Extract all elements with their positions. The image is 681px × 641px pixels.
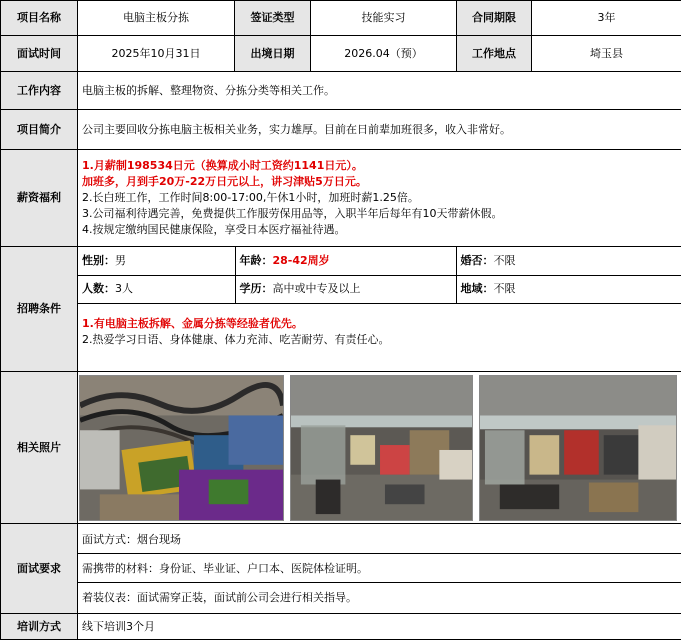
recruit-content [78, 247, 681, 372]
recruit-subtable [78, 247, 681, 304]
interview-req-content [78, 524, 681, 614]
edu-label: 学历： [239, 282, 273, 295]
married-label: 婚否： [460, 253, 494, 267]
married-value: 不限 [493, 253, 516, 267]
interview-time-label: 面试时间 [1, 36, 78, 72]
training-text: 线下培训3个月 [78, 614, 681, 640]
interview-time-value: 2025年10月31日 [78, 36, 235, 72]
salary-content [78, 150, 681, 247]
age-cell [235, 247, 456, 275]
interview-materials: 需携带的材料：身份证、毕业证、户口本、医院体检证明。 [78, 554, 681, 583]
work-content-label: 工作内容 [1, 72, 78, 110]
salary-line-1: 1.月薪制198534日元（换算成小时工资约1141日元）。 [82, 159, 363, 172]
training-label: 培训方式 [1, 614, 78, 640]
gender-cell [78, 247, 235, 275]
gender-value: 男 [115, 253, 126, 267]
count-cell [78, 275, 235, 303]
photos-content [78, 372, 681, 524]
count-label: 人数： [82, 282, 115, 295]
contract-term-label: 合同期限 [457, 1, 532, 36]
edu-cell [235, 275, 456, 303]
work-location-label: 工作地点 [457, 36, 532, 72]
project-intro-text: 公司主要回收分拣电脑主板相关业务，实力雄厚。目前在日前辈加班很多，收入非常好。 [78, 110, 681, 150]
age-label: 年龄： [239, 253, 273, 267]
married-cell [456, 247, 681, 275]
region-label: 地域： [460, 282, 494, 295]
project-intro-label: 项目简介 [1, 110, 78, 150]
project-name-label: 项目名称 [1, 1, 78, 36]
salary-line-5: 4.按规定缴纳国民健康保险，享受日本医疗福祉待遇。 [82, 223, 346, 236]
region-cell [456, 275, 681, 303]
photo-warehouse-2 [479, 375, 677, 521]
departure-date-label: 出境日期 [235, 36, 311, 72]
edu-value: 高中或中专及以上 [272, 282, 361, 295]
interview-method: 面试方式：烟台现场 [78, 525, 681, 554]
age-value: 28-42周岁 [272, 253, 330, 267]
recruit-line-2: 2.热爱学习日语、身体健康、体力充沛、吃苦耐劳、有责任心。 [82, 332, 390, 346]
photo-warehouse-1 [290, 375, 473, 521]
photos-label: 相关照片 [1, 372, 78, 524]
visa-type-value: 技能实习 [311, 1, 457, 36]
salary-line-2: 加班多，月到手20万-22万日元以上，讲习津贴5万日元。 [82, 175, 367, 188]
contract-term-value: 3年 [532, 1, 681, 36]
visa-type-label: 签证类型 [235, 1, 311, 36]
work-location-value: 埼玉县 [532, 36, 681, 72]
region-value: 不限 [493, 282, 516, 295]
interview-dress: 着装仪表：面试需穿正装，面试前公司会进行相关指导。 [82, 591, 357, 604]
departure-date-value: 2026.04（预） [311, 36, 457, 72]
photo-motherboards [79, 375, 284, 521]
recruit-label: 招聘条件 [1, 247, 78, 372]
gender-label: 性别： [82, 253, 115, 267]
salary-label: 薪资福利 [1, 150, 78, 247]
recruit-line-1: 1.有电脑主板拆解、金属分拣等经验者优先。 [82, 316, 303, 330]
count-value: 3人 [115, 282, 133, 295]
salary-line-4: 3.公司福利待遇完善，免费提供工作服劳保用品等，入职半年后每年有10天带薪休假。 [82, 207, 503, 220]
salary-line-3: 2.长白班工作，工作时间8:00-17:00,午休1小时，加班时薪1.25倍。 [82, 191, 419, 204]
work-content-text: 电脑主板的拆解、整理物资、分拣分类等相关工作。 [78, 72, 681, 110]
interview-req-label: 面试要求 [1, 524, 78, 614]
project-name-value: 电脑主板分拣 [78, 1, 235, 36]
